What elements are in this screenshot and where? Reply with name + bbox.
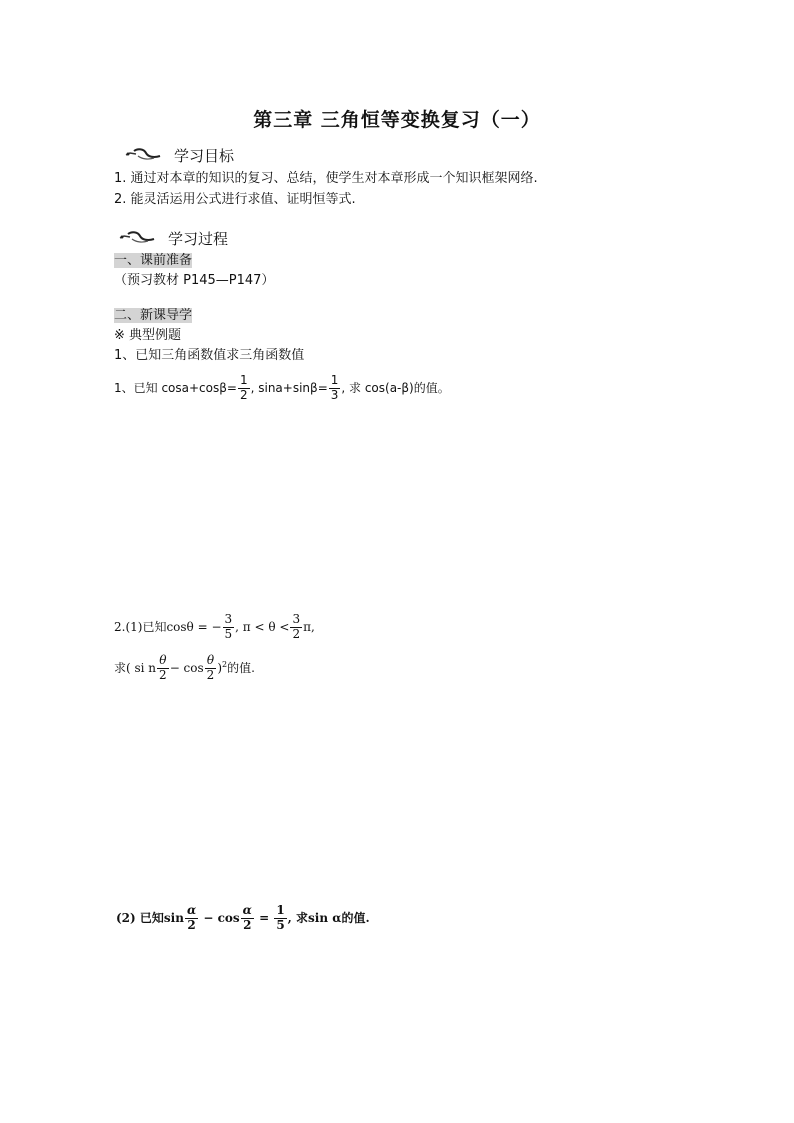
- pen-hand-icon: [124, 145, 164, 163]
- fraction: $\frac{\alpha}{2}$: [242, 903, 252, 932]
- fraction: $\frac{1}{3}$: [330, 373, 339, 402]
- prep-note: （预习教材 P145—P147）: [114, 273, 275, 288]
- problem-3: (2) 已知sin $\frac{\alpha}{2}$ − cos $\frac{\alpha}{2}$ = $\frac{1}{5}$ , 求sin α的值.: [116, 903, 370, 932]
- fraction: $\frac{3}{2}$: [292, 612, 301, 641]
- fraction: $\frac{1}{5}$: [276, 903, 285, 932]
- fraction: $\frac{1}{2}$: [239, 373, 248, 402]
- pen-hand-icon: [118, 228, 158, 246]
- process-heading-row: [118, 228, 228, 249]
- goal-item-2: 2. 能灵活运用公式进行求值、证明恒等式.: [114, 192, 356, 207]
- goals-heading: 学习目标: [174, 147, 235, 165]
- problem-1: 1、已知 cosa+cosβ= $\frac{1}{2}$ , sina+sinβ= $\frac{1}{3}$ , 求 cos(a-β)的值。: [114, 373, 450, 402]
- fraction: $\frac{\theta}{2}$: [159, 653, 167, 682]
- problem-2-line-1: 2.(1)已知cosθ = − $\frac{3}{5}$ , π < θ < $\frac{3}{2}$ π,: [114, 612, 315, 641]
- prep-label: 一、课前准备: [114, 253, 193, 268]
- fraction: $\frac{3}{5}$: [224, 612, 233, 641]
- problem-2-line-2: 求( si n $\frac{\theta}{2}$ − cos $\frac{\theta}{2}$ )$^2$的值.: [114, 653, 255, 682]
- page-title: 第三章 三角恒等变换复习（一）: [253, 109, 541, 131]
- fraction: $\frac{\alpha}{2}$: [186, 903, 197, 932]
- goals-heading-row: [124, 145, 234, 166]
- fraction: $\frac{\theta}{2}$: [206, 653, 215, 682]
- examples-label: ※ 典型例题: [114, 328, 182, 343]
- lesson-label: 二、新课导学: [114, 308, 193, 323]
- goal-item-1: 1. 通过对本章的知识的复习、总结，使学生对本章形成一个知识框架网络.: [114, 171, 538, 186]
- process-heading: 学习过程: [168, 230, 229, 248]
- topic-label: 1、已知三角函数值求三角函数值: [114, 348, 305, 363]
